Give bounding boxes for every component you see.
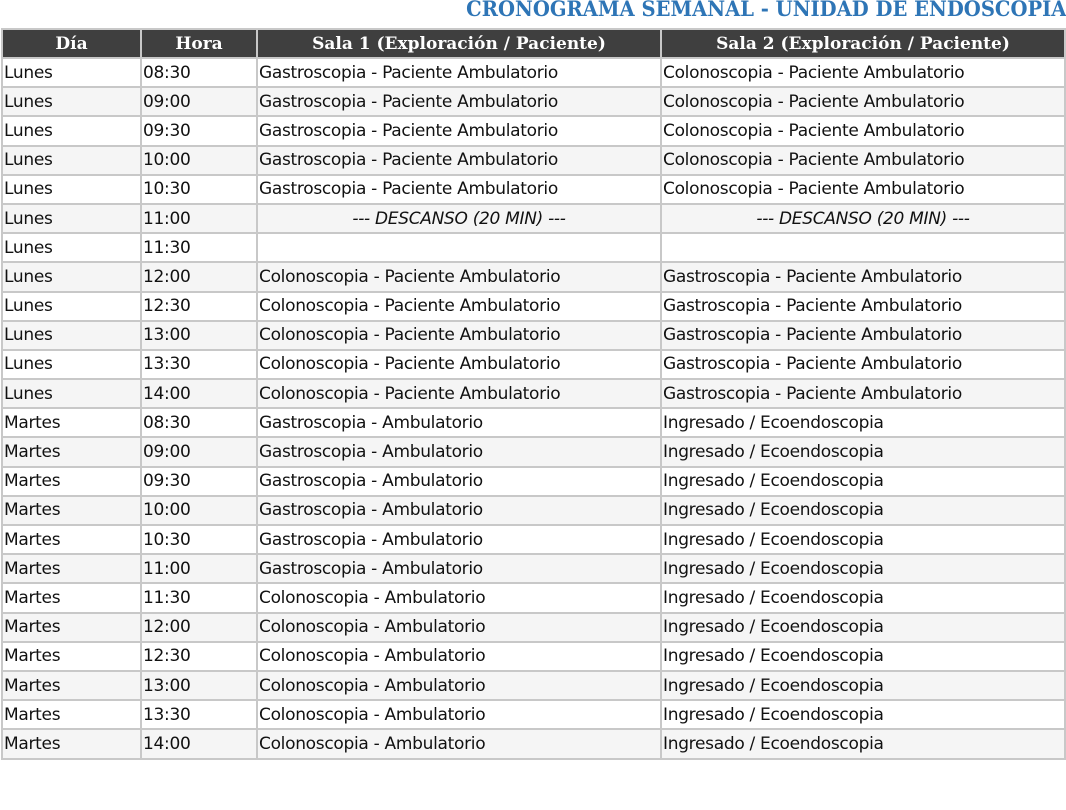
cell-dia[interactable]: Martes [2, 525, 141, 554]
cell-hora[interactable]: 11:00 [141, 554, 257, 583]
cell-sala-1[interactable]: Gastroscopia - Paciente Ambulatorio [257, 116, 661, 145]
table-row [2, 116, 1065, 145]
header-row [2, 29, 1065, 58]
cell-dia[interactable]: Lunes [2, 233, 141, 262]
cell-dia[interactable]: Lunes [2, 292, 141, 321]
cell-sala-2[interactable]: Colonoscopia - Paciente Ambulatorio [661, 58, 1065, 87]
cell-sala-1[interactable]: Colonoscopia - Ambulatorio [257, 583, 661, 612]
cell-sala-1[interactable]: Gastroscopia - Ambulatorio [257, 496, 661, 525]
cell-hora[interactable]: 14:00 [141, 729, 257, 758]
column-header-hora[interactable]: Hora [141, 29, 257, 58]
cell-sala-1[interactable] [257, 233, 661, 262]
table-row [2, 583, 1065, 612]
cell-hora[interactable]: 09:30 [141, 467, 257, 496]
cell-sala-1[interactable]: Gastroscopia - Paciente Ambulatorio [257, 175, 661, 204]
cell-dia[interactable]: Lunes [2, 379, 141, 408]
cell-sala-1[interactable]: Colonoscopia - Paciente Ambulatorio [257, 292, 661, 321]
table-row [2, 292, 1065, 321]
table-row [2, 233, 1065, 262]
cell-dia[interactable]: Lunes [2, 58, 141, 87]
cell-dia[interactable]: Martes [2, 671, 141, 700]
cell-hora[interactable]: 11:30 [141, 583, 257, 612]
cell-hora[interactable]: 10:30 [141, 175, 257, 204]
cell-dia[interactable]: Martes [2, 700, 141, 729]
cell-sala-1[interactable]: Colonoscopia - Paciente Ambulatorio [257, 350, 661, 379]
table-row [2, 642, 1065, 671]
table-row [2, 321, 1065, 350]
cell-hora[interactable]: 12:00 [141, 262, 257, 291]
cell-hora[interactable]: 09:00 [141, 437, 257, 466]
cell-dia[interactable]: Martes [2, 496, 141, 525]
cell-dia[interactable]: Martes [2, 437, 141, 466]
table-row [2, 437, 1065, 466]
break-cell[interactable]: --- DESCANSO (20 MIN) --- [257, 204, 661, 233]
table-row [2, 175, 1065, 204]
cell-sala-1[interactable]: Colonoscopia - Ambulatorio [257, 729, 661, 758]
cell-sala-2[interactable]: Ingresado / Ecoendoscopia [661, 496, 1065, 525]
cell-sala-2[interactable]: Ingresado / Ecoendoscopia [661, 437, 1065, 466]
break-cell[interactable]: --- DESCANSO (20 MIN) --- [661, 204, 1065, 233]
cell-dia[interactable]: Martes [2, 554, 141, 583]
cell-hora[interactable]: 13:00 [141, 671, 257, 700]
cell-sala-2[interactable]: Ingresado / Ecoendoscopia [661, 729, 1065, 758]
cell-hora[interactable]: 10:00 [141, 496, 257, 525]
cell-dia[interactable]: Martes [2, 642, 141, 671]
cell-hora[interactable]: 11:30 [141, 233, 257, 262]
cell-hora[interactable]: 12:00 [141, 613, 257, 642]
cell-hora[interactable]: 08:30 [141, 408, 257, 437]
cell-hora[interactable]: 13:30 [141, 700, 257, 729]
cell-sala-2[interactable]: Ingresado / Ecoendoscopia [661, 642, 1065, 671]
cell-sala-1[interactable]: Gastroscopia - Ambulatorio [257, 437, 661, 466]
cell-dia[interactable]: Martes [2, 583, 141, 612]
table-row [2, 525, 1065, 554]
cell-hora[interactable]: 11:00 [141, 204, 257, 233]
cell-dia[interactable]: Martes [2, 408, 141, 437]
cell-hora[interactable]: 13:00 [141, 321, 257, 350]
cell-sala-2[interactable]: Ingresado / Ecoendoscopia [661, 583, 1065, 612]
schedule-body [2, 58, 1065, 759]
cell-sala-2[interactable]: Ingresado / Ecoendoscopia [661, 613, 1065, 642]
table-row [2, 408, 1065, 437]
cell-dia[interactable]: Martes [2, 467, 141, 496]
cell-sala-1[interactable]: Colonoscopia - Paciente Ambulatorio [257, 262, 661, 291]
cell-dia[interactable]: Lunes [2, 175, 141, 204]
cell-sala-2[interactable]: Ingresado / Ecoendoscopia [661, 525, 1065, 554]
cell-hora[interactable]: 09:00 [141, 87, 257, 116]
schedule-table [1, 28, 1066, 760]
cell-hora[interactable]: 09:30 [141, 116, 257, 145]
cell-dia[interactable]: Lunes [2, 204, 141, 233]
cell-sala-2[interactable]: Ingresado / Ecoendoscopia [661, 467, 1065, 496]
cell-hora[interactable]: 12:30 [141, 292, 257, 321]
table-row [2, 700, 1065, 729]
table-row [2, 204, 1065, 233]
cell-sala-2[interactable]: Gastroscopia - Paciente Ambulatorio [661, 379, 1065, 408]
table-row [2, 262, 1065, 291]
table-row [2, 58, 1065, 87]
cell-hora[interactable]: 14:00 [141, 379, 257, 408]
cell-sala-1[interactable]: Colonoscopia - Paciente Ambulatorio [257, 321, 661, 350]
cell-sala-1[interactable]: Gastroscopia - Ambulatorio [257, 408, 661, 437]
cell-sala-1[interactable]: Gastroscopia - Ambulatorio [257, 554, 661, 583]
cell-dia[interactable]: Lunes [2, 87, 141, 116]
cell-sala-2[interactable]: Ingresado / Ecoendoscopia [661, 408, 1065, 437]
cell-sala-1[interactable]: Gastroscopia - Paciente Ambulatorio [257, 58, 661, 87]
column-header-dia[interactable]: Día [2, 29, 141, 58]
cell-sala-2[interactable]: Colonoscopia - Paciente Ambulatorio [661, 146, 1065, 175]
cell-sala-2[interactable] [661, 233, 1065, 262]
cell-hora[interactable]: 13:30 [141, 350, 257, 379]
cell-sala-2[interactable]: Ingresado / Ecoendoscopia [661, 554, 1065, 583]
cell-sala-2[interactable]: Colonoscopia - Paciente Ambulatorio [661, 87, 1065, 116]
cell-sala-2[interactable]: Gastroscopia - Paciente Ambulatorio [661, 321, 1065, 350]
table-row [2, 496, 1065, 525]
table-row [2, 729, 1065, 758]
cell-hora[interactable]: 10:00 [141, 146, 257, 175]
cell-sala-1[interactable]: Colonoscopia - Ambulatorio [257, 671, 661, 700]
cell-dia[interactable]: Martes [2, 729, 141, 758]
column-header-sala-2[interactable]: Sala 2 (Exploración / Paciente) [661, 29, 1065, 58]
cell-sala-2[interactable]: Ingresado / Ecoendoscopia [661, 671, 1065, 700]
cell-sala-1[interactable]: Gastroscopia - Paciente Ambulatorio [257, 87, 661, 116]
table-row [2, 671, 1065, 700]
cell-sala-2[interactable]: Colonoscopia - Paciente Ambulatorio [661, 175, 1065, 204]
cell-sala-1[interactable]: Gastroscopia - Paciente Ambulatorio [257, 146, 661, 175]
column-header-sala-1[interactable]: Sala 1 (Exploración / Paciente) [257, 29, 661, 58]
cell-sala-2[interactable]: Colonoscopia - Paciente Ambulatorio [661, 116, 1065, 145]
table-row [2, 554, 1065, 583]
page-title: CRONOGRAMA SEMANAL - UNIDAD DE ENDOSCOPIA [465, 0, 1066, 21]
cell-sala-2[interactable]: Gastroscopia - Paciente Ambulatorio [661, 262, 1065, 291]
cell-dia[interactable]: Lunes [2, 116, 141, 145]
cell-sala-1[interactable]: Gastroscopia - Ambulatorio [257, 467, 661, 496]
cell-dia[interactable]: Martes [2, 613, 141, 642]
cell-dia[interactable]: Lunes [2, 262, 141, 291]
cell-sala-2[interactable]: Gastroscopia - Paciente Ambulatorio [661, 292, 1065, 321]
table-row [2, 350, 1065, 379]
cell-dia[interactable]: Lunes [2, 350, 141, 379]
table-row [2, 613, 1065, 642]
table-row [2, 467, 1065, 496]
table-row [2, 146, 1065, 175]
table-row [2, 87, 1065, 116]
table-row [2, 379, 1065, 408]
cell-dia[interactable]: Lunes [2, 146, 141, 175]
cell-sala-1[interactable]: Colonoscopia - Ambulatorio [257, 613, 661, 642]
cell-hora[interactable]: 12:30 [141, 642, 257, 671]
cell-hora[interactable]: 10:30 [141, 525, 257, 554]
cell-hora[interactable]: 08:30 [141, 58, 257, 87]
cell-sala-1[interactable]: Colonoscopia - Ambulatorio [257, 700, 661, 729]
cell-sala-2[interactable]: Ingresado / Ecoendoscopia [661, 700, 1065, 729]
cell-sala-1[interactable]: Gastroscopia - Ambulatorio [257, 525, 661, 554]
cell-sala-1[interactable]: Colonoscopia - Ambulatorio [257, 642, 661, 671]
cell-dia[interactable]: Lunes [2, 321, 141, 350]
cell-sala-2[interactable]: Gastroscopia - Paciente Ambulatorio [661, 350, 1065, 379]
cell-sala-1[interactable]: Colonoscopia - Paciente Ambulatorio [257, 379, 661, 408]
